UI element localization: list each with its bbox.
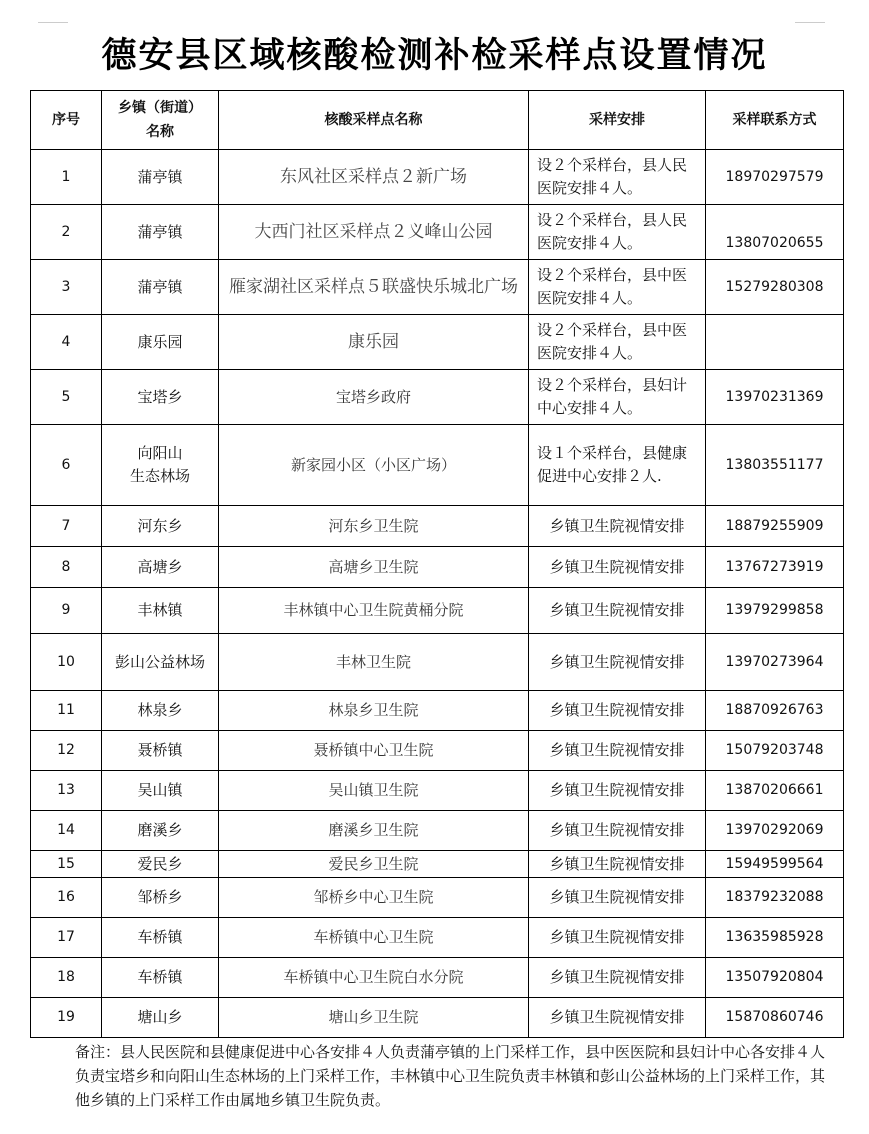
row-town: 聂桥镇 [102,731,219,771]
row-index: 17 [31,918,102,958]
row-phone: 13970292069 [706,811,844,851]
table-row [31,425,844,506]
row-town: 爱民乡 [102,851,219,878]
table-row [31,918,844,958]
table-row [31,851,844,878]
row-phone: 13807020655 [706,205,844,260]
row-town-line2: 生态林场 [129,467,190,485]
row-arrangement: 乡镇卫生院视情安排 [529,878,706,918]
row-arrangement: 乡镇卫生院视情安排 [529,771,706,811]
row-town: 宝塔乡 [102,370,219,425]
row-phone: 13870206661 [706,771,844,811]
table-row [31,634,844,691]
row-town: 蒲亭镇 [102,150,219,205]
row-arrangement: 乡镇卫生院视情安排 [529,998,706,1038]
row-index: 14 [31,811,102,851]
top-rule-left [38,22,68,23]
row-site: 车桥镇中心卫生院白水分院 [219,958,529,998]
row-phone: 13970231369 [706,370,844,425]
table-row [31,547,844,588]
row-site: 丰林镇中心卫生院黄桶分院 [219,588,529,634]
row-index: 3 [31,260,102,315]
header-site: 核酸采样点名称 [219,91,529,150]
row-arrangement: 乡镇卫生院视情安排 [529,547,706,588]
row-arrangement: 乡镇卫生院视情安排 [529,731,706,771]
footnote: 备注：县人民医院和县健康促进中心各安排４人负责蒲亭镇的上门采样工作，县中医医院和县妇计中心各安排４人负责宝塔乡和向阳山生态林场的上门采样工作，丰林镇中心卫生院负责丰林镇和彭山公益林场的上门采样工作，其他乡镇的上门采样工作由属地乡镇卫生院负责。 [75,1043,826,1109]
row-index: 19 [31,998,102,1038]
row-arrangement: 设２个采样台，县中医医院安排４人。 [529,260,706,315]
row-phone: 18870926763 [706,691,844,731]
row-arrangement: 乡镇卫生院视情安排 [529,958,706,998]
row-site: 新家园小区（小区广场） [219,425,529,506]
row-arrangement: 设２个采样台，县妇计中心安排４人。 [529,370,706,425]
page-title: 德安县区域核酸检测补检采样点设置情况 [101,36,768,76]
row-arrangement: 乡镇卫生院视情安排 [529,851,706,878]
row-town [102,425,219,506]
table-row [31,150,844,205]
row-arrangement: 乡镇卫生院视情安排 [529,588,706,634]
row-phone: 15079203748 [706,731,844,771]
row-index: 12 [31,731,102,771]
row-town: 丰林镇 [102,588,219,634]
row-index: 18 [31,958,102,998]
row-town: 蒲亭镇 [102,205,219,260]
row-town: 林泉乡 [102,691,219,731]
table-row [31,878,844,918]
row-index: 2 [31,205,102,260]
row-index: 4 [31,315,102,370]
row-site: 爱民乡卫生院 [219,851,529,878]
row-town: 磨溪乡 [102,811,219,851]
row-site: 吴山镇卫生院 [219,771,529,811]
table-row [31,588,844,634]
row-phone [706,315,844,370]
row-phone: 13970273964 [706,634,844,691]
row-phone: 13635985928 [706,918,844,958]
header-town-line2: 名称 [146,124,174,140]
row-town: 彭山公益林场 [102,634,219,691]
row-index: 6 [31,425,102,506]
row-town: 塘山乡 [102,998,219,1038]
row-site: 高塘乡卫生院 [219,547,529,588]
row-arrangement: 乡镇卫生院视情安排 [529,811,706,851]
row-site: 大西门社区采样点２义峰山公园 [219,205,529,260]
table-row [31,731,844,771]
table-row [31,506,844,547]
row-arrangement: 设２个采样台，县中医医院安排４人。 [529,315,706,370]
sampling-sites-table [30,90,844,1038]
row-town: 康乐园 [102,315,219,370]
row-phone: 13803551177 [706,425,844,506]
row-phone: 13979299858 [706,588,844,634]
table-row [31,771,844,811]
row-arrangement: 设２个采样台，县人民医院安排４人。 [529,205,706,260]
table-row [31,315,844,370]
row-site: 雁家湖社区采样点５联盛快乐城北广场 [219,260,529,315]
row-site: 康乐园 [219,315,529,370]
row-phone: 13507920804 [706,958,844,998]
row-site: 宝塔乡政府 [219,370,529,425]
row-arrangement: 设１个采样台，县健康促进中心安排２人. [529,425,706,506]
table-row [31,260,844,315]
table-row [31,958,844,998]
header-index: 序号 [31,91,102,150]
row-arrangement: 乡镇卫生院视情安排 [529,691,706,731]
row-town: 车桥镇 [102,958,219,998]
table-row [31,691,844,731]
row-index: 5 [31,370,102,425]
row-site: 塘山乡卫生院 [219,998,529,1038]
top-rule-right [795,22,825,23]
row-index: 16 [31,878,102,918]
row-site: 林泉乡卫生院 [219,691,529,731]
row-town: 高塘乡 [102,547,219,588]
header-contact: 采样联系方式 [706,91,844,150]
row-arrangement: 乡镇卫生院视情安排 [529,506,706,547]
row-phone: 13767273919 [706,547,844,588]
row-phone: 15279280308 [706,260,844,315]
row-site: 河东乡卫生院 [219,506,529,547]
row-arrangement: 乡镇卫生院视情安排 [529,918,706,958]
header-arrangement: 采样安排 [529,91,706,150]
row-site: 聂桥镇中心卫生院 [219,731,529,771]
row-phone: 18970297579 [706,150,844,205]
row-index: 10 [31,634,102,691]
header-town-line1: 乡镇（街道） [118,100,202,116]
table-header-row [31,91,844,150]
row-town: 邹桥乡 [102,878,219,918]
row-index: 7 [31,506,102,547]
row-town: 吴山镇 [102,771,219,811]
row-town: 河东乡 [102,506,219,547]
row-phone: 15870860746 [706,998,844,1038]
row-index: 11 [31,691,102,731]
table-row [31,998,844,1038]
table-row [31,370,844,425]
row-site: 邹桥乡中心卫生院 [219,878,529,918]
row-town: 车桥镇 [102,918,219,958]
row-phone: 18879255909 [706,506,844,547]
row-index: 15 [31,851,102,878]
row-index: 1 [31,150,102,205]
row-arrangement: 设２个采样台，县人民医院安排４人。 [529,150,706,205]
row-site: 东风社区采样点２新广场 [219,150,529,205]
row-town: 蒲亭镇 [102,260,219,315]
table-row [31,811,844,851]
row-index: 8 [31,547,102,588]
row-phone: 15949599564 [706,851,844,878]
header-town [102,91,219,150]
row-site: 车桥镇中心卫生院 [219,918,529,958]
row-site: 磨溪乡卫生院 [219,811,529,851]
table-row [31,205,844,260]
row-phone: 18379232088 [706,878,844,918]
row-index: 13 [31,771,102,811]
row-arrangement: 乡镇卫生院视情安排 [529,634,706,691]
row-index: 9 [31,588,102,634]
row-site: 丰林卫生院 [219,634,529,691]
row-town-line1: 向阳山 [137,444,183,462]
